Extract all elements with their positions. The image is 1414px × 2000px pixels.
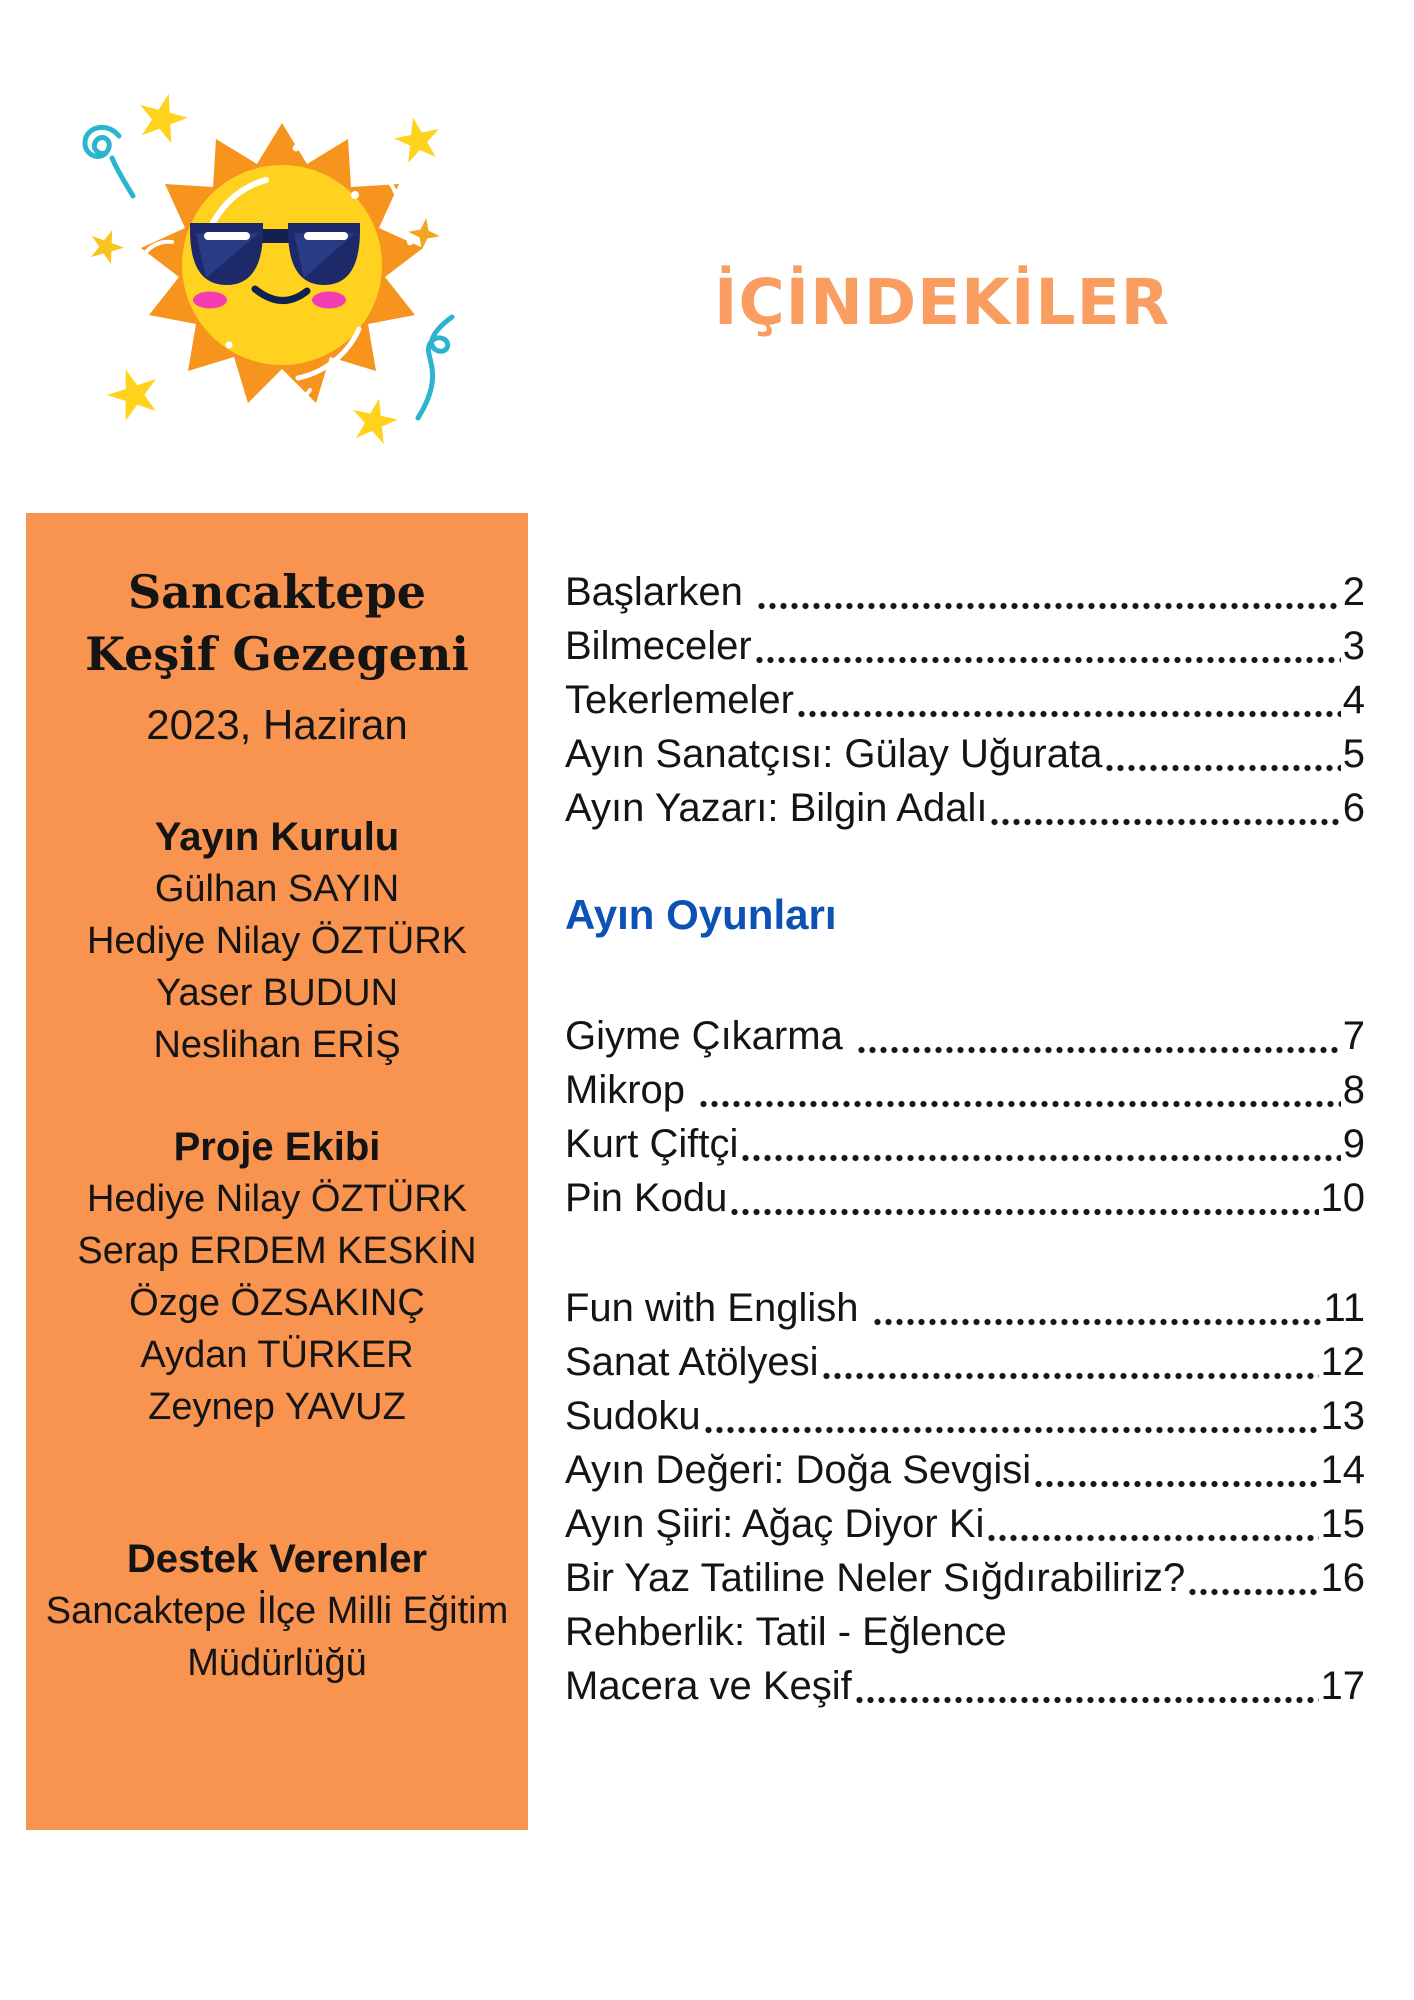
toc-entry-page: 12	[1320, 1340, 1365, 1384]
teal-squiggle-top-left	[85, 127, 133, 196]
sun-illustration	[58, 92, 468, 447]
page-title: İÇİNDEKİLER	[714, 266, 1171, 339]
toc-entry	[565, 1443, 1365, 1497]
toc-entry	[565, 1009, 1365, 1063]
toc-group	[565, 565, 1365, 835]
dot-leader	[796, 673, 1341, 727]
teal-squiggle-bottom-right	[418, 317, 452, 418]
member-name: Neslihan ERİŞ	[153, 1024, 401, 1066]
toc-entry	[565, 1659, 1365, 1713]
magazine-title-line1: Sancaktepe	[127, 565, 427, 619]
cheek-right	[312, 292, 346, 309]
credits-section-heading: Destek Verenler	[126, 1537, 428, 1581]
toc-entry-label: Başlarken	[565, 570, 754, 614]
toc-entry	[565, 565, 1365, 619]
toc-entry-label: Giyme Çıkarma	[565, 1014, 854, 1058]
credits-sections	[34, 811, 520, 1689]
dot-leader	[989, 781, 1340, 835]
member-name: Hediye Nilay ÖZTÜRK	[86, 920, 468, 962]
toc-entry-label: Fun with English	[565, 1286, 870, 1330]
toc-entry	[565, 1063, 1365, 1117]
toc-entry-page: 10	[1320, 1176, 1365, 1220]
dot-leader	[756, 565, 1341, 619]
toc-entry-page: 8	[1342, 1068, 1365, 1112]
member-name: Sancaktepe İlçe Milli Eğitim Müdürlüğü	[45, 1590, 509, 1684]
toc-entry-label: Ayın Değeri: Doğa Sevgisi	[565, 1448, 1032, 1492]
toc-entry-page: 15	[1320, 1502, 1365, 1546]
toc-entry-label: Bilmeceler	[565, 624, 752, 668]
toc-entry-label: Bir Yaz Tatiline Neler Sığdırabiliriz?	[565, 1556, 1186, 1600]
toc-entry-label: Rehberlik: Tatil - Eğlence	[565, 1610, 1007, 1654]
dot-leader	[754, 619, 1341, 673]
toc-entry	[565, 619, 1365, 673]
toc-entry	[565, 1389, 1365, 1443]
dot-leader	[1104, 727, 1340, 781]
toc-entry	[565, 727, 1365, 781]
dot-leader	[872, 1281, 1322, 1335]
toc-entry-label: Macera ve Keşif	[565, 1664, 852, 1708]
toc-entry	[565, 1117, 1365, 1171]
toc-entry	[565, 1171, 1365, 1225]
credits-section-heading: Proje Ekibi	[173, 1125, 381, 1169]
toc-entry	[565, 673, 1365, 727]
credits-section	[34, 1121, 520, 1433]
toc-entry-page: 17	[1320, 1664, 1365, 1708]
member-name: Aydan TÜRKER	[140, 1334, 414, 1376]
toc-entry-page: 3	[1342, 624, 1365, 668]
toc-entry-page: 11	[1323, 1286, 1365, 1330]
credits-section	[34, 811, 520, 1071]
table-of-contents	[565, 565, 1365, 1713]
dot-leader	[729, 1171, 1318, 1225]
issue-date: 2023, Haziran	[146, 701, 408, 748]
toc-entry-page: 9	[1342, 1122, 1365, 1166]
member-name: Zeynep YAVUZ	[148, 1386, 406, 1428]
toc-entry-page: 2	[1342, 570, 1365, 614]
credits-section	[34, 1533, 520, 1689]
dot-leader	[854, 1659, 1319, 1713]
member-name: Hediye Nilay ÖZTÜRK	[86, 1178, 468, 1220]
cheek-left	[193, 292, 227, 309]
toc-entry-label: Sudoku	[565, 1394, 701, 1438]
toc-entry-label: Mikrop	[565, 1068, 697, 1112]
member-name: Özge ÖZSAKINÇ	[129, 1282, 425, 1324]
member-name: Serap ERDEM KESKİN	[77, 1230, 477, 1272]
toc-entry-label: Ayın Yazarı: Bilgin Adalı	[565, 786, 988, 830]
toc-entry-page: 14	[1320, 1448, 1365, 1492]
toc-entry-label: Kurt Çiftçi	[565, 1122, 739, 1166]
toc-entry-page: 6	[1342, 786, 1365, 830]
toc-entry-label: Tekerlemeler	[565, 678, 794, 722]
toc-entry-label: Sanat Atölyesi	[565, 1340, 819, 1384]
toc-group	[565, 891, 1365, 1225]
toc-entry	[565, 1281, 1365, 1335]
member-name: Gülhan SAYIN	[154, 868, 400, 910]
dot-leader	[856, 1009, 1341, 1063]
toc-entry	[565, 1335, 1365, 1389]
member-name: Yaser BUDUN	[155, 972, 399, 1014]
toc-group	[565, 1281, 1365, 1713]
dot-leader	[1187, 1551, 1318, 1605]
toc-entry-label: Ayın Sanatçısı: Gülay Uğurata	[565, 732, 1103, 776]
toc-entry-label: Pin Kodu	[565, 1176, 728, 1220]
toc-entry-page: 7	[1342, 1014, 1365, 1058]
toc-entry	[565, 1497, 1365, 1551]
toc-entry	[565, 781, 1365, 835]
toc-entry-page: 4	[1342, 678, 1365, 722]
credits-panel	[26, 513, 528, 1830]
toc-entry-page: 13	[1320, 1394, 1365, 1438]
toc-entry-page: 16	[1320, 1556, 1365, 1600]
toc-section-heading: Ayın Oyunları	[565, 891, 837, 938]
toc-entry-label: Ayın Şiiri: Ağaç Diyor Ki	[565, 1502, 985, 1546]
dot-leader	[986, 1497, 1318, 1551]
toc-entry	[565, 1551, 1365, 1605]
dot-leader	[703, 1389, 1319, 1443]
dot-leader	[1033, 1443, 1318, 1497]
dot-leader	[821, 1335, 1319, 1389]
magazine-title	[34, 561, 520, 685]
toc-entry	[565, 1605, 1365, 1659]
credits-section-heading: Yayın Kurulu	[154, 815, 400, 859]
toc-entry-page: 5	[1342, 732, 1365, 776]
dot-leader	[698, 1063, 1341, 1117]
magazine-title-line2: Keşif Gezegeni	[85, 627, 469, 681]
dot-leader	[740, 1117, 1340, 1171]
